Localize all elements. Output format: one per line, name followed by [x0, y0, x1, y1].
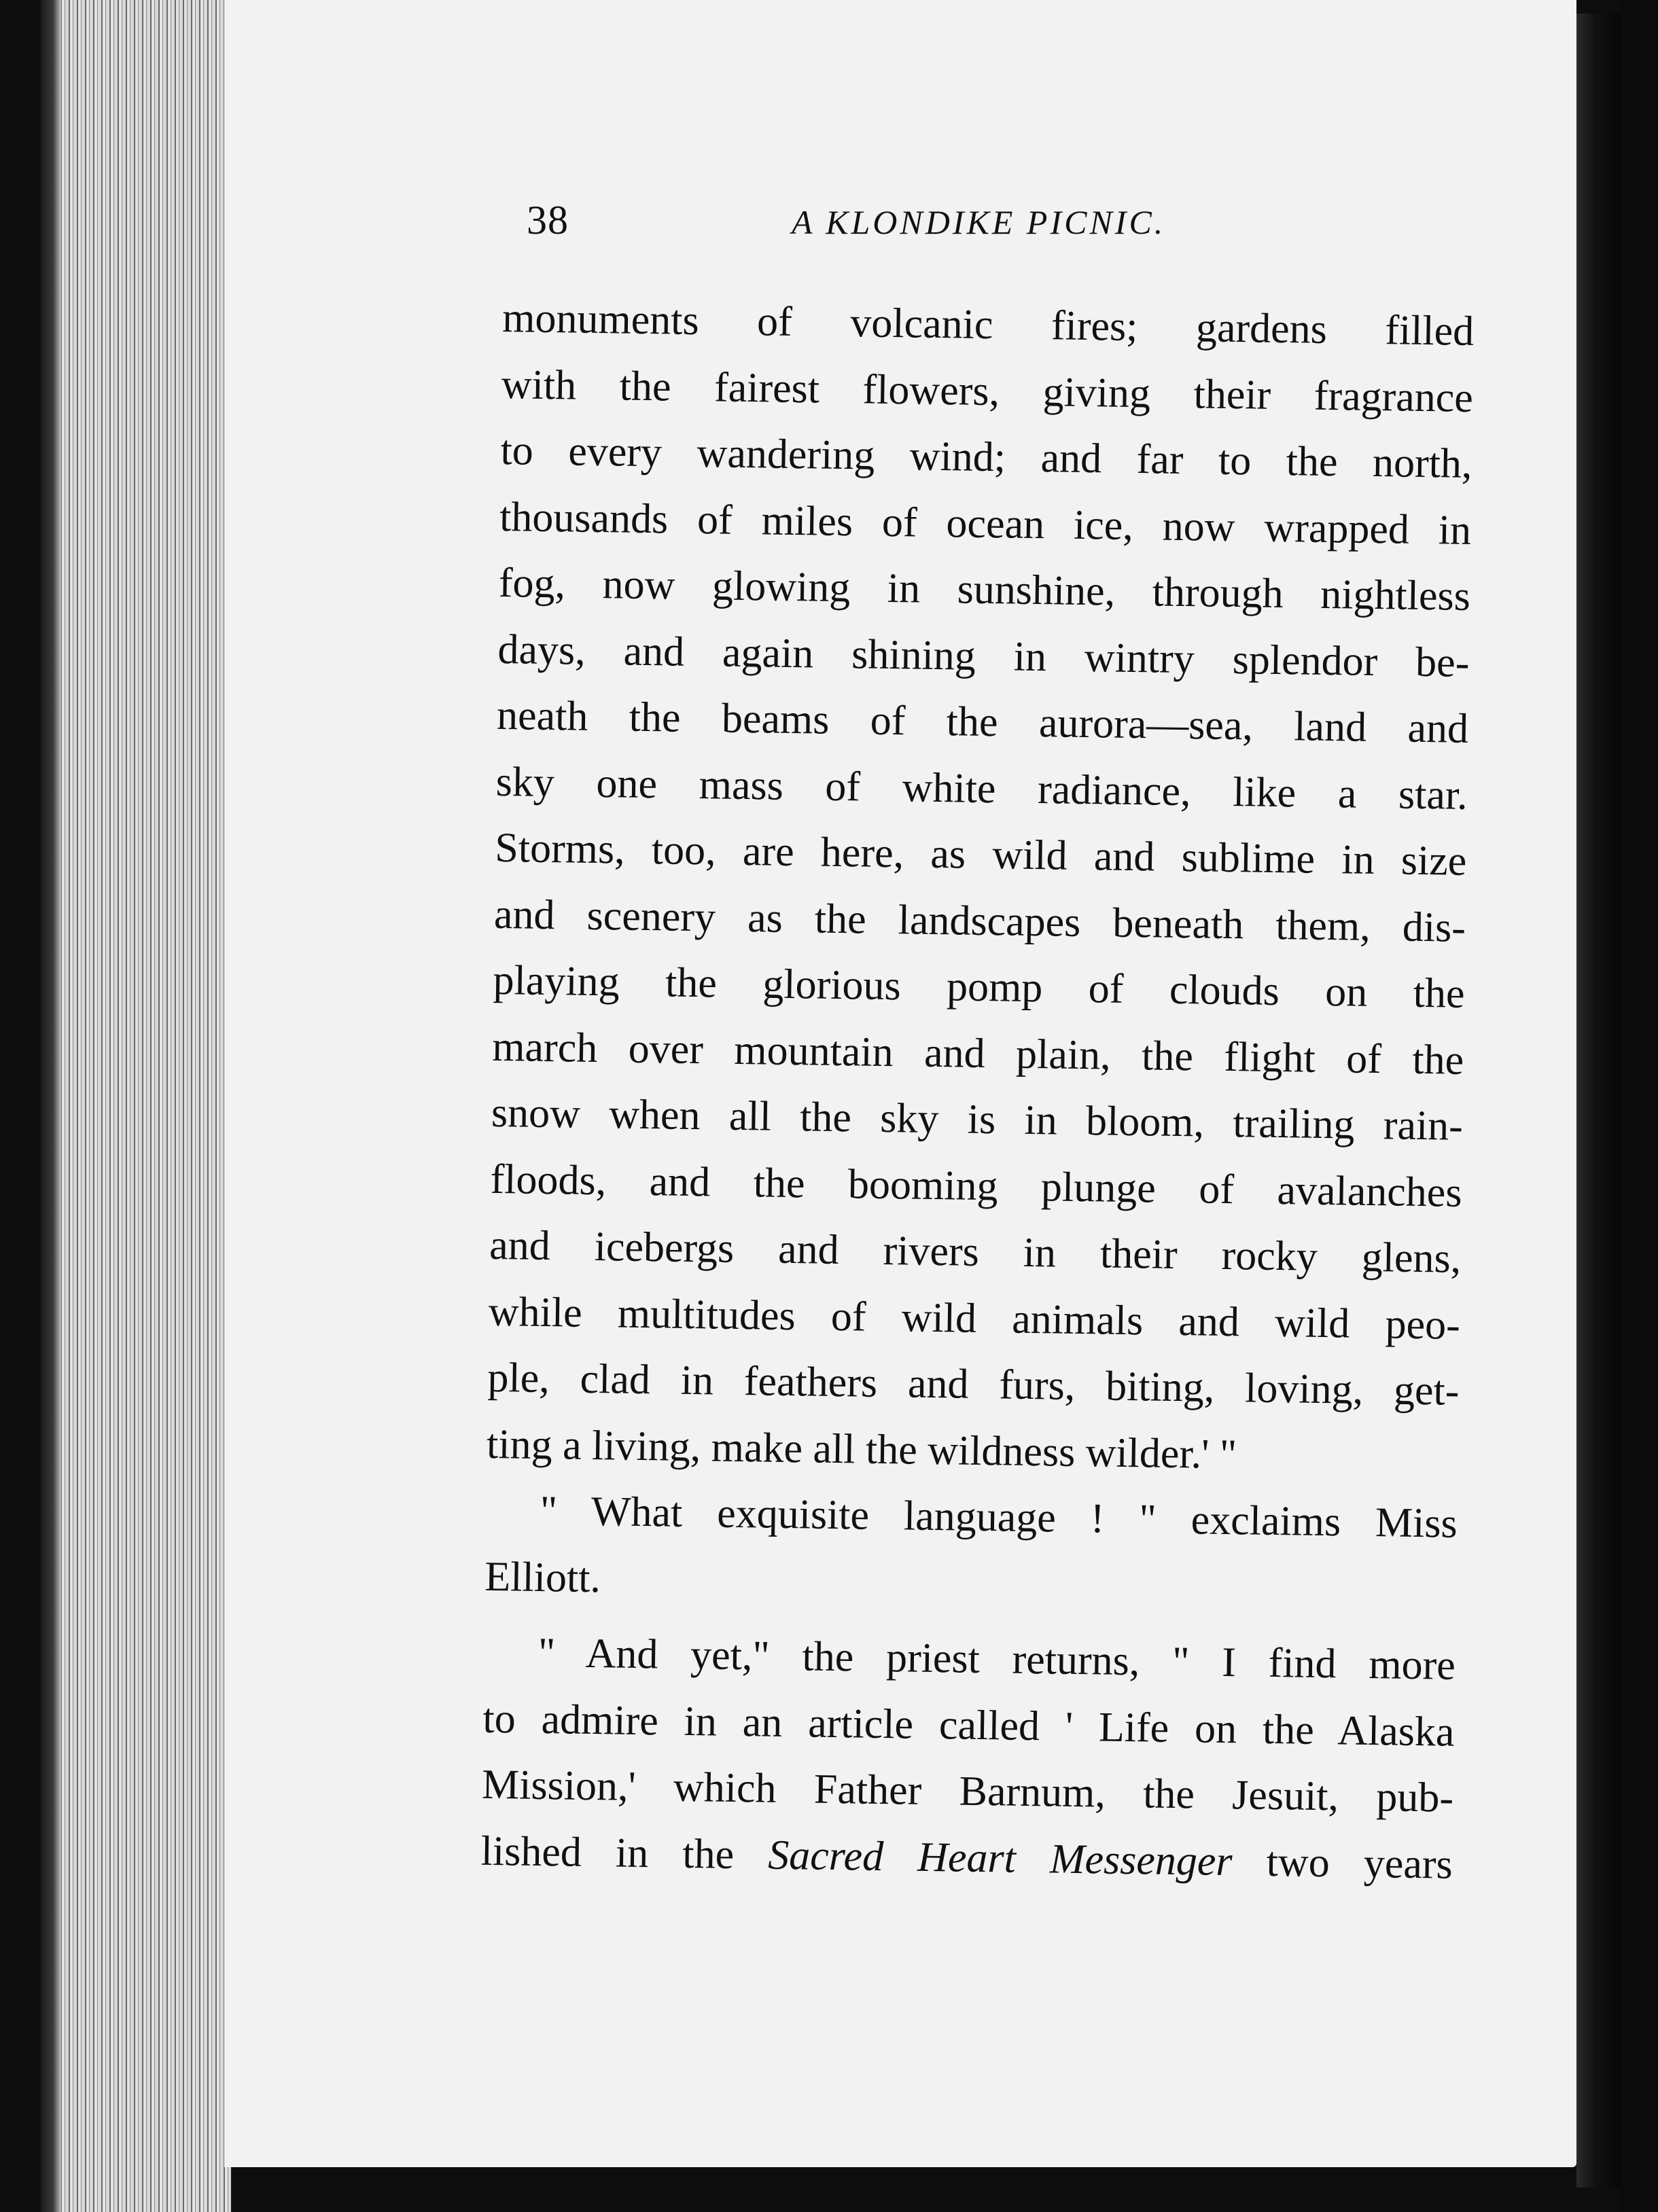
- text-line: thousands of miles of ocean ice, now wrapped in: [499, 493, 1472, 554]
- text-line: Storms, too, are here, as wild and sublime in size: [494, 824, 1467, 885]
- book-binding-edge: [41, 0, 231, 2212]
- periodical-title: Sacred Heart Messenger: [767, 1832, 1233, 1885]
- page-number: 38: [527, 198, 569, 243]
- final-line-start: lished in the: [480, 1827, 769, 1878]
- text-line: ting a living, make all the wildness wilder.' ": [486, 1421, 1237, 1478]
- text-line: days, and again shining in wintry splendor be-: [497, 626, 1470, 686]
- text-line: march over mountain and plain, the flight of the: [491, 1023, 1464, 1084]
- text-line: ple, clad in feathers and furs, biting, loving, get-: [487, 1354, 1460, 1414]
- text-line-final: [480, 1818, 1453, 1897]
- text-line: floods, and the booming plunge of avalanches: [490, 1156, 1462, 1216]
- binding-shadow: [41, 0, 61, 2212]
- page-right-edge-shadow: [1576, 14, 1624, 2188]
- text-line: and scenery as the landscapes beneath them, dis-: [493, 891, 1466, 951]
- page-header: [527, 197, 1478, 251]
- running-head: A KLONDIKE PICNIC.: [792, 203, 1166, 241]
- text-line: " What exquisite language ! " exclaims Miss: [540, 1487, 1458, 1547]
- text-line: to admire in an article called ' Life on the Alaska: [482, 1695, 1455, 1755]
- text-line: neath the beams of the aurora—sea, land and: [496, 692, 1469, 752]
- text-line: " And yet," the priest returns, " I find more: [537, 1629, 1456, 1689]
- text-line: snow when all the sky is in bloom, trailing rain-: [491, 1089, 1464, 1149]
- text-line: sky one mass of white radiance, like a star.: [495, 758, 1468, 819]
- final-line-end: two years: [1232, 1838, 1453, 1888]
- text-line: monuments of volcanic fires; gardens filled: [501, 294, 1475, 355]
- scan-right-border: [1621, 0, 1658, 2212]
- text-line: Elliott.: [484, 1553, 601, 1601]
- text-line: playing the glorious pomp of clouds on the: [493, 957, 1466, 1017]
- text-line: with the fairest flowers, giving their fragrance: [501, 361, 1474, 421]
- text-line: while multitudes of wild animals and wild peo-: [488, 1288, 1461, 1349]
- text-line: Mission,' which Father Barnum, the Jesuit, pub-: [481, 1761, 1454, 1821]
- text-line: to every wandering wind; and far to the north,: [500, 427, 1472, 487]
- body-text: [480, 285, 1475, 1898]
- text-line: fog, now glowing in sunshine, through nightless: [498, 559, 1471, 620]
- text-line: and icebergs and rivers in their rocky glens,: [489, 1221, 1462, 1282]
